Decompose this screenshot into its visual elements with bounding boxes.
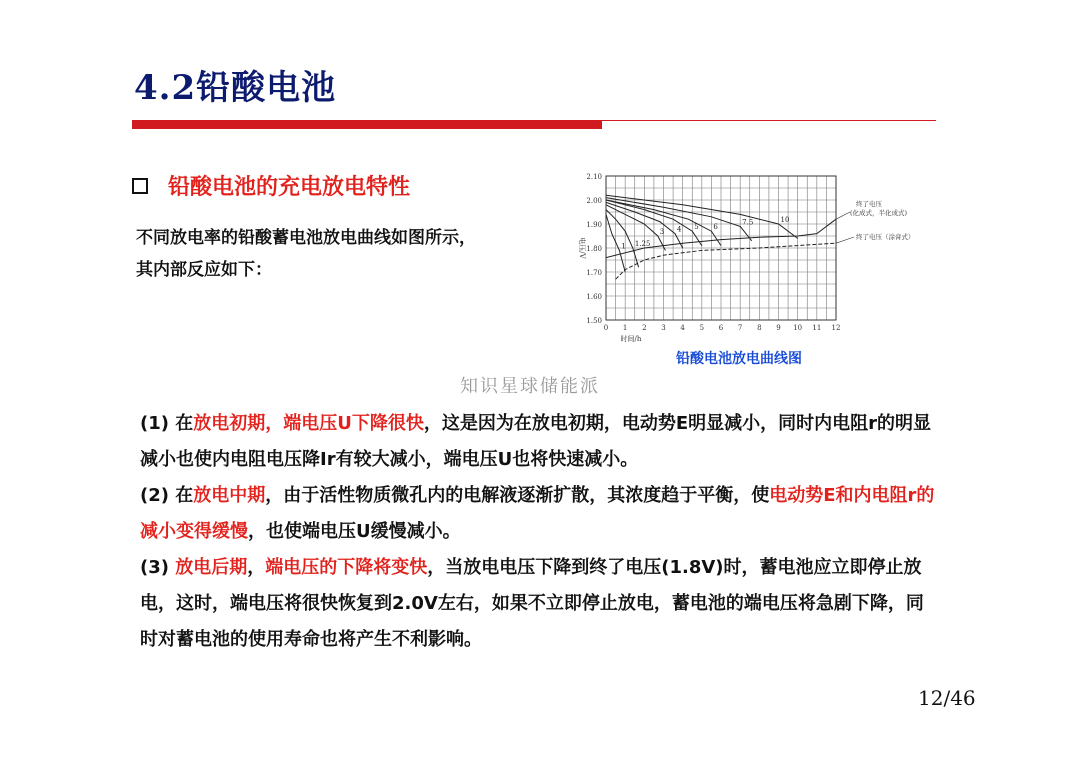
paragraph-1-segment: (1) 在 [140,413,194,434]
discharge-chart [570,152,950,352]
paragraph-1 [140,406,940,478]
paragraph-3-segment: (3) [140,557,176,578]
curve-label: 1.25 [634,240,651,248]
x-tick-label: 8 [757,324,762,332]
x-tick-label: 6 [718,324,724,332]
x-tick-label: 11 [812,324,822,332]
discharge-chart-svg [570,152,950,352]
title-underline-thin [602,120,936,121]
y-axis-label: 电压/V [578,237,586,259]
chart-caption: 铅酸电池放电曲线图 [676,351,802,367]
checkbox-bullet-icon [132,178,148,194]
slide-title: 4.2铅酸电池 [134,68,337,108]
end-voltage-line [616,243,836,279]
intro-line-1: 不同放电率的铅酸蓄电池放电曲线如图所示， [136,228,476,248]
y-tick-label: 2.10 [586,173,602,181]
x-tick-label: 1 [622,324,628,332]
x-tick-label: 3 [661,324,666,332]
x-tick-label: 9 [776,324,781,332]
end-voltage-annotation: (化成式，半化成式) [850,209,908,217]
curve-label: 4 [677,225,682,234]
x-tick-label: 0 [603,324,609,332]
y-tick-label: 1.60 [586,293,602,301]
intro-text [136,222,556,286]
intro-line-2: 其内部反应如下： [136,260,272,280]
paragraph-2-highlight: 电动势E和内电阻r的减小变得缓慢 [140,485,935,542]
title-underline-thick [132,120,602,129]
y-tick-label: 1.80 [586,245,602,253]
y-tick-label: 2.00 [586,197,602,205]
paragraph-1-segment: ，这是因为在放电初期，电动势E明显减小，同时内电阻r的明显减小也使内电阻电压降Ir有较大减小，端电压U也将快速减小。 [140,413,932,470]
paragraph-3-segment: ，当放电电压下降到终了电压(1.8V)时，蓄电池应立即停止放电，这时，端电压将很快恢复到2.0V左右，如果不立即停止放电，蓄电池的端电压将急剧下降，同时对蓄电池的使用寿命也将产生不利影响。 [140,557,924,650]
page-number: 12/46 [918,686,976,710]
paragraph-2-segment: (2) 在 [140,485,194,506]
body-paragraphs [140,406,940,658]
end-voltage-annotation: 终了电压（涂膏式） [856,233,915,241]
curve-label: 5 [694,223,699,232]
x-tick-label: 5 [699,324,705,332]
x-tick-label: 7 [737,324,743,332]
x-tick-label: 10 [793,324,803,332]
curve-label: 1 [621,242,626,251]
paragraph-2-segment: ，也使端电压U缓慢减小。 [248,521,461,542]
end-voltage-annotation: 终了电压 [856,200,882,208]
paragraph-3-highlight: 放电后期 [175,557,248,578]
watermark: 知识星球储能派 [460,376,600,397]
curve-label: 7.5 [742,218,754,227]
paragraph-2-highlight: 放电中期 [193,485,266,506]
curve-label: 6 [713,223,718,232]
annotation-leader [836,212,850,219]
y-tick-label: 1.90 [586,221,602,229]
x-tick-label: 12 [831,324,841,332]
y-tick-label: 1.70 [586,269,602,277]
paragraph-3 [140,550,940,658]
x-axis-label: 时间/h [620,335,642,343]
curve-label: 3 [659,228,665,236]
paragraph-2-segment: ，由于活性物质微孔内的电解液逐渐扩散，其浓度趋于平衡，使 [265,485,770,506]
x-tick-label: 2 [642,324,647,332]
paragraph-2 [140,478,940,550]
annotation-leader [836,237,854,243]
paragraph-1-highlight: 放电初期，端电压U下降很快 [193,413,424,434]
y-tick-label: 1.50 [586,317,602,325]
paragraph-3-segment: ， [247,557,266,578]
section-title: 铅酸电池的充电放电特性 [168,175,411,200]
curve-label: 10 [780,216,790,224]
paragraph-3-highlight: 端电压的下降将变快 [265,557,428,578]
x-tick-label: 4 [680,324,685,332]
section-heading [132,170,410,201]
